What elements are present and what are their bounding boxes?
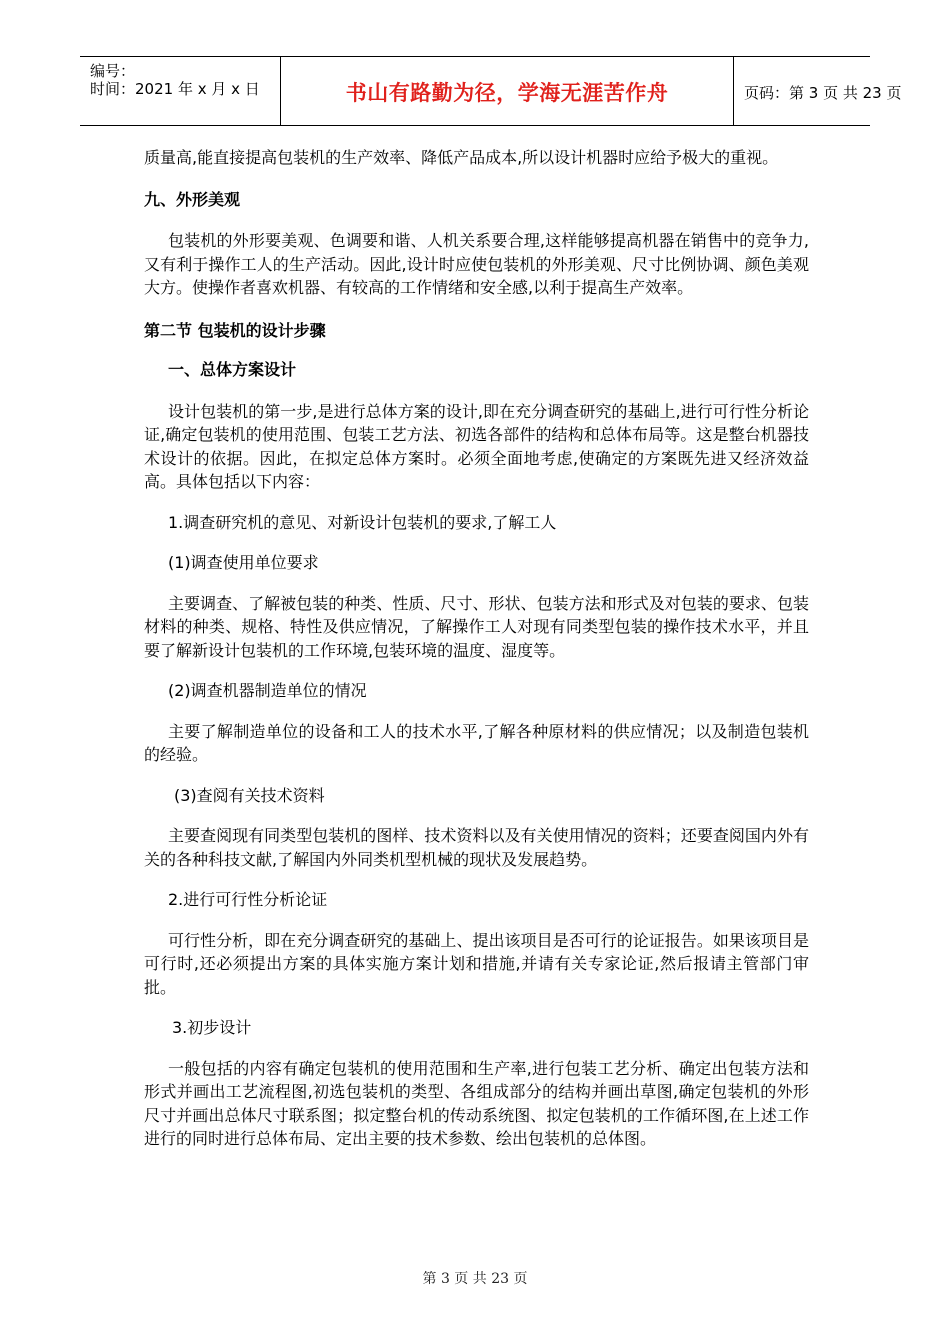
header-motto-cell xyxy=(280,57,734,125)
paragraph: 质量高,能直接提高包装机的生产效率、降低产品成本,所以设计机器时应给予极大的重视。 xyxy=(144,148,779,167)
paragraph: 主要了解制造单位的设备和工人的技术水平,了解各种原材料的供应情况；以及制造包装机的经验。 xyxy=(144,721,809,764)
page-footer: 第 3 页 共 23 页 xyxy=(422,1271,528,1287)
document-body xyxy=(144,146,809,1151)
paragraph: 一般包括的内容有确定包装机的使用范围和生产率,进行包装工艺分析、确定出包装方法和形式并画出工艺流程图,初选包装机的类型、各组成部分的结构并画出草图,确定包装机的外形尺寸并画出总体尺寸联系图；拟定整台机的传动系统图、拟定包装机的工作循环图,在上述工作进行的同时进行总体布局、定出主要的技术参数、绘出包装机的总体图。 xyxy=(144,1058,809,1148)
chapter-heading: 第二节 包装机的设计步骤 xyxy=(144,320,326,340)
sub-item: (3)查阅有关技术资料 xyxy=(174,785,325,805)
section-heading: 九、外形美观 xyxy=(144,189,241,209)
paragraph: 主要调查、了解被包装的种类、性质、尺寸、形状、包装方法和形式及对包装的要求、包装材料的种类、规格、特性及供应情况，了解操作工人对现有同类型包装的操作技术水平，并且要了解新设计包装机的工作环境,包装环境的温度、湿度等。 xyxy=(144,593,809,660)
document-number-label: 编号： xyxy=(90,62,136,80)
numbered-item: 3.初步设计 xyxy=(172,1018,252,1037)
header-page-cell xyxy=(732,57,902,125)
header-meta-cell xyxy=(80,57,280,125)
paragraph: 可行性分析，即在充分调查研究的基础上、提出该项目是否可行的论证报告。如果该项目是可行时,还必须提出方案的具体实施方案计划和措施,并请有关专家论证,然后报请主管部门审批。 xyxy=(144,930,809,997)
document-time-label: 时间：2021 年 x 月 x 日 xyxy=(90,80,260,98)
numbered-item: 1.调查研究机的意见、对新设计包装机的要求,了解工人 xyxy=(168,512,557,532)
header-page-number: 页码：第 3 页 共 23 页 xyxy=(744,84,902,102)
paragraph: 设计包装机的第一步,是进行总体方案的设计,即在充分调查研究的基础上,进行可行性分析论证,确定包装机的使用范围、包装工艺方法、初选各部件的结构和总体布局等。这是整台机器技术设计的依据。因此，在拟定总体方案时。必须全面地考虑,使确定的方案既先进又经济效益高。具体包括以下内容： xyxy=(144,401,809,491)
page-header xyxy=(80,56,902,126)
sub-item: (2)调查机器制造单位的情况 xyxy=(168,681,367,700)
paragraph: 包装机的外形要美观、色调要和谐、人机关系要合理,这样能够提高机器在销售中的竞争力,又有利于操作工人的生产活动。因此,设计时应使包装机的外形美观、尺寸比例协调、颜色美观大方。使操作者喜欢机器、有较高的工作情绪和安全感,以利于提高生产效率。 xyxy=(144,231,809,297)
header-motto: 书山有路勤为径，学海无涯苦作舟 xyxy=(345,80,669,105)
section-heading: 一、总体方案设计 xyxy=(168,360,297,379)
numbered-item: 2.进行可行性分析论证 xyxy=(168,890,328,909)
sub-item: (1)调查使用单位要求 xyxy=(168,553,319,572)
paragraph: 主要查阅现有同类型包装机的图样、技术资料以及有关使用情况的资料；还要查阅国内外有关的各种科技文献,了解国内外同类机型机械的现状及发展趋势。 xyxy=(144,826,809,869)
